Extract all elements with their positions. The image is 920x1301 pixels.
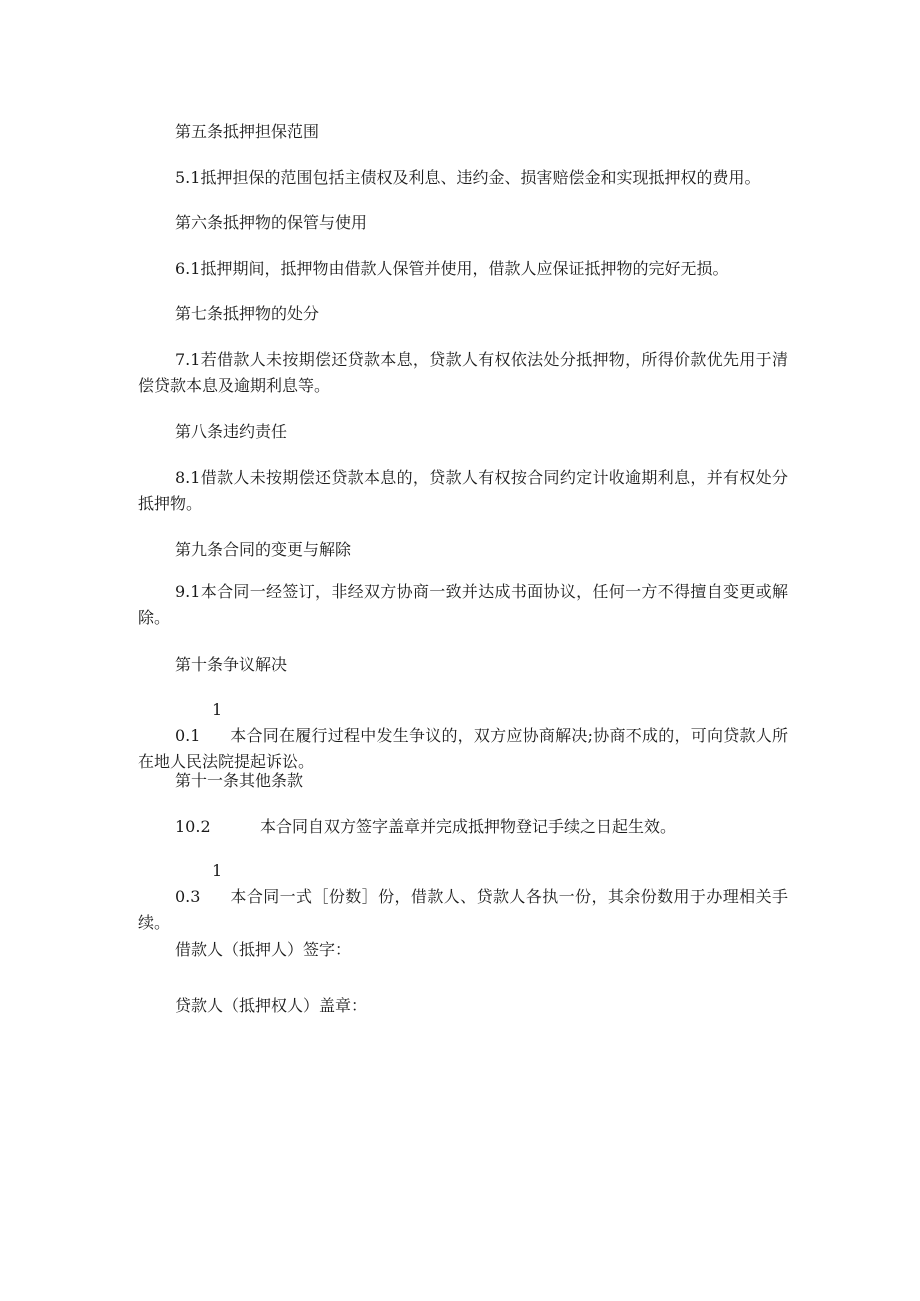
- article-6-heading: 第六条抵押物的保管与使用: [175, 213, 368, 232]
- clause-10-3-text: 本合同一式［份数］份，借款人、贷款人各执一份，其余份数用于办理相关手续。: [138, 887, 788, 932]
- article-10-heading: 第十条争议解决: [175, 655, 288, 674]
- borrower-signature-line: 借款人（抵押人）签字：: [175, 940, 352, 959]
- clause-6-1: 6.1抵押期间，抵押物由借款人保管并使用，借款人应保证抵押物的完好无损。: [175, 259, 729, 278]
- lender-seal-line: 贷款人（抵押权人）盖章：: [175, 996, 368, 1015]
- clause-5-1: 5.1抵押担保的范围包括主债权及利息、违约金、损害赔偿金和实现抵押权的费用。: [175, 168, 761, 187]
- clause-7-1: 7.1若借款人未按期偿还贷款本息，贷款人有权依法处分抵押物，所得价款优先用于清偿贷款本息及逾期利息等。: [138, 350, 788, 395]
- article-9-heading: 第九条合同的变更与解除: [175, 540, 352, 559]
- article-7-heading: 第七条抵押物的处分: [175, 304, 320, 323]
- clause-10-1-text: 本合同在履行过程中发生争议的，双方应协商解决;协商不成的，可向贷款人所在地人民法院提起诉讼。: [138, 726, 788, 771]
- clause-8-1: 8.1借款人未按期偿还贷款本息的，贷款人有权按合同约定计收逾期利息，并有权处分抵押物。: [138, 468, 788, 513]
- clause-10-2-text: 本合同自双方签字盖章并完成抵押物登记手续之日起生效。: [260, 817, 677, 836]
- article-11-heading: 第十一条其他条款: [175, 771, 304, 790]
- clause-10-3-number: 10.3: [175, 861, 223, 906]
- clause-10-1-number: 10.1: [175, 700, 223, 745]
- clause-9-1: 9.1本合同一经签订，非经双方协商一致并达成书面协议，任何一方不得擅自变更或解除。: [138, 582, 788, 627]
- clause-10-2: [175, 814, 787, 840]
- clause-10-1: [138, 697, 788, 775]
- clause-10-2-number: 10.2: [175, 817, 211, 836]
- article-8-heading: 第八条违约责任: [175, 422, 288, 441]
- clause-10-3: [138, 858, 788, 936]
- article-5-heading: 第五条抵押担保范围: [175, 122, 320, 141]
